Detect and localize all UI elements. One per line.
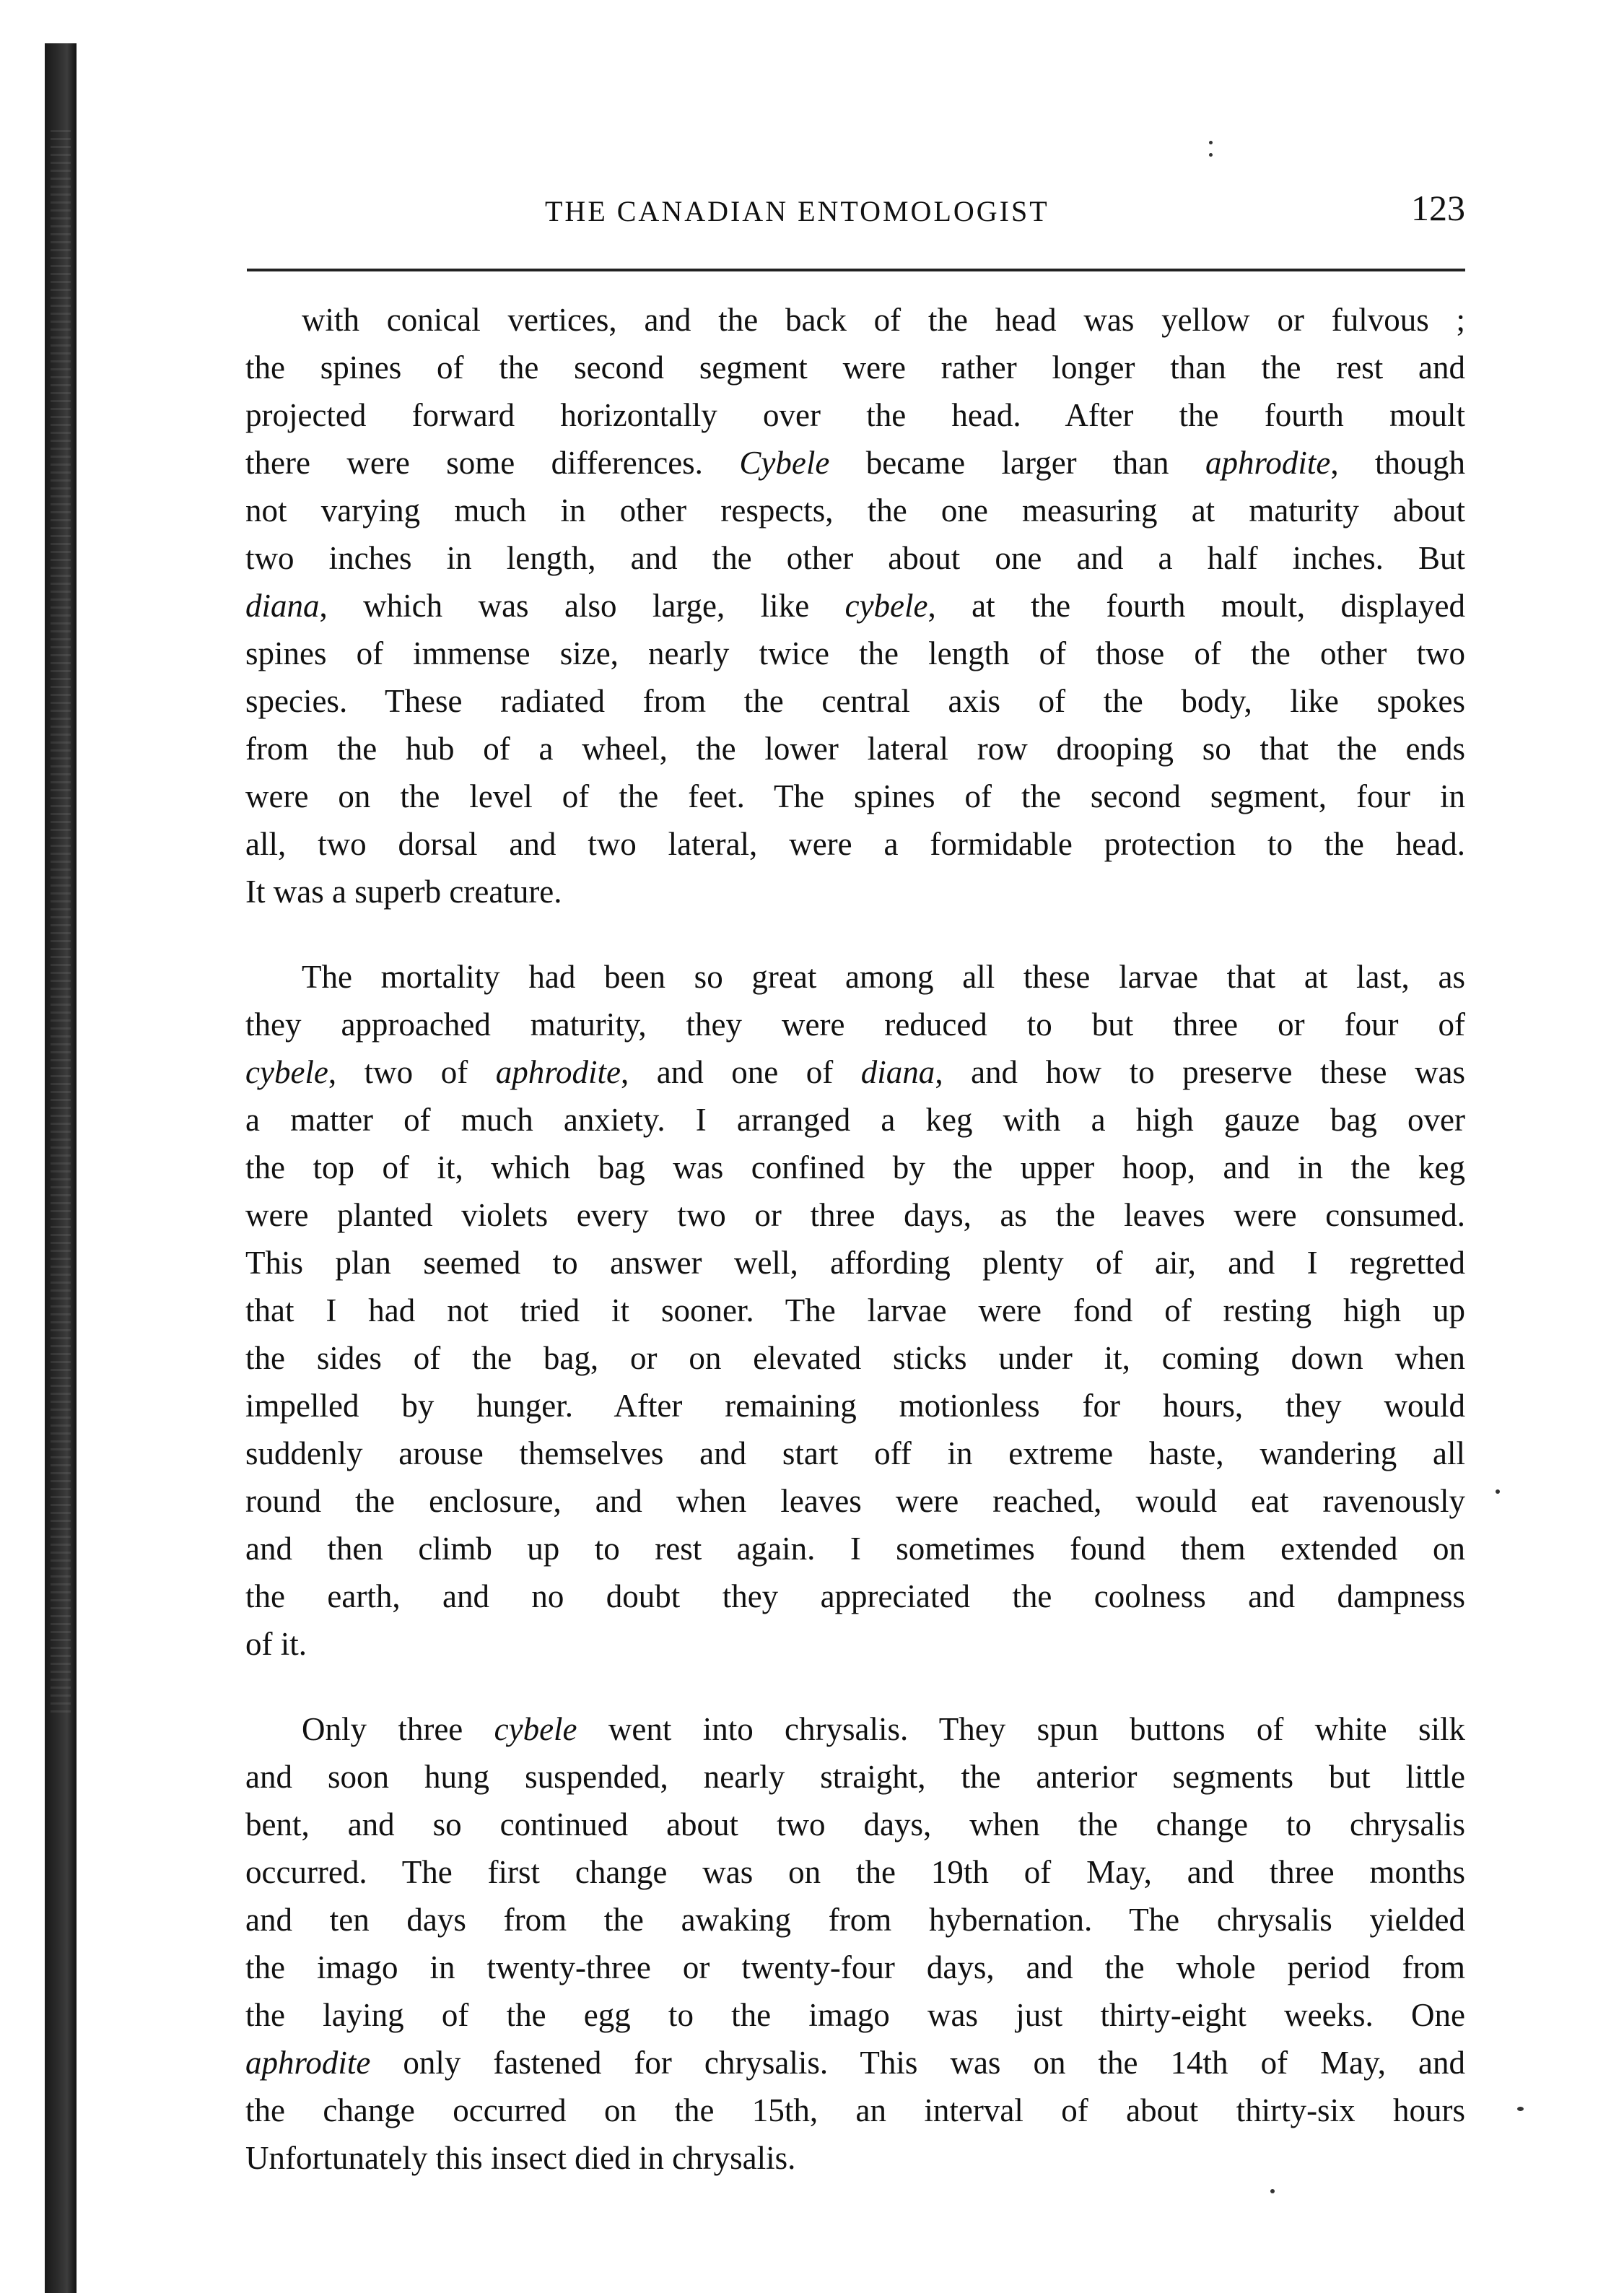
text-run: and ten days from the awaking from hybernation. The chrysalis yielded	[245, 1902, 1465, 1938]
text-line	[245, 439, 1465, 487]
text-run: round the enclosure, and when leaves were reached, would eat ravenously	[245, 1483, 1465, 1519]
text-run: from the hub of a wheel, the lower lateral row drooping so that the ends	[245, 731, 1465, 767]
scan-speck	[1517, 2107, 1524, 2111]
text-run: and soon hung suspended, nearly straight, the anterior segments but little	[245, 1759, 1465, 1795]
text-run: impelled by hunger. After remaining motionless for hours, they would	[245, 1388, 1465, 1424]
text-line	[245, 773, 1465, 820]
text-line	[245, 1753, 1465, 1801]
text-line	[245, 534, 1465, 582]
binding-texture	[51, 130, 71, 1718]
text-run: two inches in length, and the other about one and a half inches. But	[245, 540, 1465, 576]
text-run: the earth, and no doubt they appreciated the coolness and dampness	[245, 1578, 1465, 1614]
text-run: , and how to preserve these was	[935, 1054, 1465, 1090]
text-run: , at the fourth moult, displayed	[927, 588, 1465, 624]
text-run: This plan seemed to answer well, affording plenty of air, and I regretted	[245, 1245, 1465, 1281]
text-line	[245, 677, 1465, 725]
text-line	[245, 725, 1465, 773]
text-run: The mortality had been so great among all these larvae that at last, as	[302, 959, 1465, 995]
page-header	[245, 184, 1465, 235]
text-line	[245, 582, 1465, 630]
page-number: 123	[1411, 188, 1465, 228]
text-run: the laying of the egg to the imago was just thirty-eight weeks. One	[245, 1997, 1465, 2033]
text-run: with conical vertices, and the back of the head was yellow or fulvous ;	[302, 302, 1465, 338]
paragraph	[245, 296, 1465, 915]
text-run: and then climb up to rest again. I sometimes found them extended on	[245, 1531, 1465, 1567]
text-line	[245, 1477, 1465, 1525]
text-run: suddenly arouse themselves and start off in extreme haste, wandering all	[245, 1435, 1465, 1471]
scan-speck	[1270, 2189, 1275, 2193]
text-line	[245, 2087, 1465, 2134]
text-line	[245, 1848, 1465, 1896]
italic-species-name: cybele	[494, 1711, 577, 1747]
paragraph	[245, 1705, 1465, 2182]
text-run: the imago in twenty-three or twenty-four days, and the whole period from	[245, 1949, 1465, 1985]
text-run: all, two dorsal and two lateral, were a formidable protection to the head.	[245, 826, 1465, 862]
text-line	[245, 344, 1465, 391]
running-title: THE CANADIAN ENTOMOLOGIST	[545, 195, 1049, 227]
text-line	[245, 1001, 1465, 1048]
text-run: of it.	[245, 1626, 307, 1662]
text-run: only fastened for chrysalis. This was on the 14th of May, and	[370, 2045, 1465, 2081]
text-run: species. These radiated from the central axis of the body, like spokes	[245, 683, 1465, 719]
text-run: spines of immense size, nearly twice the length of those of the other two	[245, 635, 1465, 671]
text-line	[245, 2134, 1465, 2182]
text-run: , two of	[328, 1054, 496, 1090]
text-run: that I had not tried it sooner. The larvae were fond of resting high up	[245, 1292, 1465, 1328]
italic-species-name: aphrodite	[1205, 445, 1331, 481]
italic-species-name: cybele	[844, 588, 928, 624]
text-line	[245, 1705, 1465, 1753]
text-line	[245, 1048, 1465, 1096]
text-line	[245, 1382, 1465, 1430]
text-run: were planted violets every two or three days, as the leaves were consumed.	[245, 1197, 1465, 1233]
text-run: the sides of the bag, or on elevated sticks under it, coming down when	[245, 1340, 1465, 1376]
text-line	[245, 1801, 1465, 1848]
text-run: projected forward horizontally over the head. After the fourth moult	[245, 397, 1465, 433]
text-line	[245, 391, 1465, 439]
text-run: It was a superb creature.	[245, 874, 562, 910]
text-line	[245, 1144, 1465, 1191]
text-line	[245, 2039, 1465, 2087]
italic-species-name: Cybele	[739, 445, 830, 481]
text-line	[245, 1944, 1465, 1991]
text-run: the change occurred on the 15th, an interval of about thirty-six hours	[245, 2092, 1465, 2128]
italic-species-name: diana	[860, 1054, 935, 1090]
text-line	[245, 953, 1465, 1001]
text-line	[245, 296, 1465, 344]
text-line	[245, 1287, 1465, 1334]
text-run: not varying much in other respects, the one measuring at maturity about	[245, 492, 1465, 528]
italic-species-name: aphrodite	[245, 2045, 371, 2081]
text-line	[245, 630, 1465, 677]
text-run: occurred. The first change was on the 19th of May, and three months	[245, 1854, 1465, 1890]
scan-speck	[1496, 1489, 1500, 1494]
scan-speck	[1209, 153, 1213, 157]
text-line	[245, 1620, 1465, 1668]
text-run: a matter of much anxiety. I arranged a keg with a high gauze bag over	[245, 1102, 1465, 1138]
text-run: became larger than	[829, 445, 1205, 481]
text-run: the spines of the second segment were rather longer than the rest and	[245, 349, 1465, 386]
header-rule	[247, 269, 1465, 271]
text-run: , which was also large, like	[319, 588, 845, 624]
text-line	[245, 1525, 1465, 1572]
text-line	[245, 868, 1465, 915]
text-line	[245, 1896, 1465, 1944]
italic-species-name: cybele	[245, 1054, 328, 1090]
text-run: Unfortunately this insect died in chrysalis.	[245, 2140, 796, 2176]
text-line	[245, 1991, 1465, 2039]
text-run: were on the level of the feet. The spines of the second segment, four in	[245, 778, 1465, 814]
text-run: there were some differences.	[245, 445, 740, 481]
body-text	[245, 296, 1465, 2219]
text-line	[245, 487, 1465, 534]
text-run: the top of it, which bag was confined by the upper hoop, and in the keg	[245, 1149, 1465, 1185]
scan-speck	[1209, 141, 1213, 144]
text-line	[245, 1239, 1465, 1287]
text-run: bent, and so continued about two days, when the change to chrysalis	[245, 1806, 1465, 1842]
italic-species-name: aphrodite	[495, 1054, 621, 1090]
text-line	[245, 1572, 1465, 1620]
text-line	[245, 1430, 1465, 1477]
paragraph	[245, 953, 1465, 1668]
text-run: , though	[1330, 445, 1465, 481]
text-run: they approached maturity, they were reduced to but three or four of	[245, 1006, 1465, 1043]
text-line	[245, 1191, 1465, 1239]
text-line	[245, 1334, 1465, 1382]
text-run: , and one of	[621, 1054, 861, 1090]
text-run: Only three	[302, 1711, 494, 1747]
italic-species-name: diana	[245, 588, 320, 624]
text-line	[245, 820, 1465, 868]
text-run: went into chrysalis. They spun buttons of white silk	[577, 1711, 1465, 1747]
text-line	[245, 1096, 1465, 1144]
